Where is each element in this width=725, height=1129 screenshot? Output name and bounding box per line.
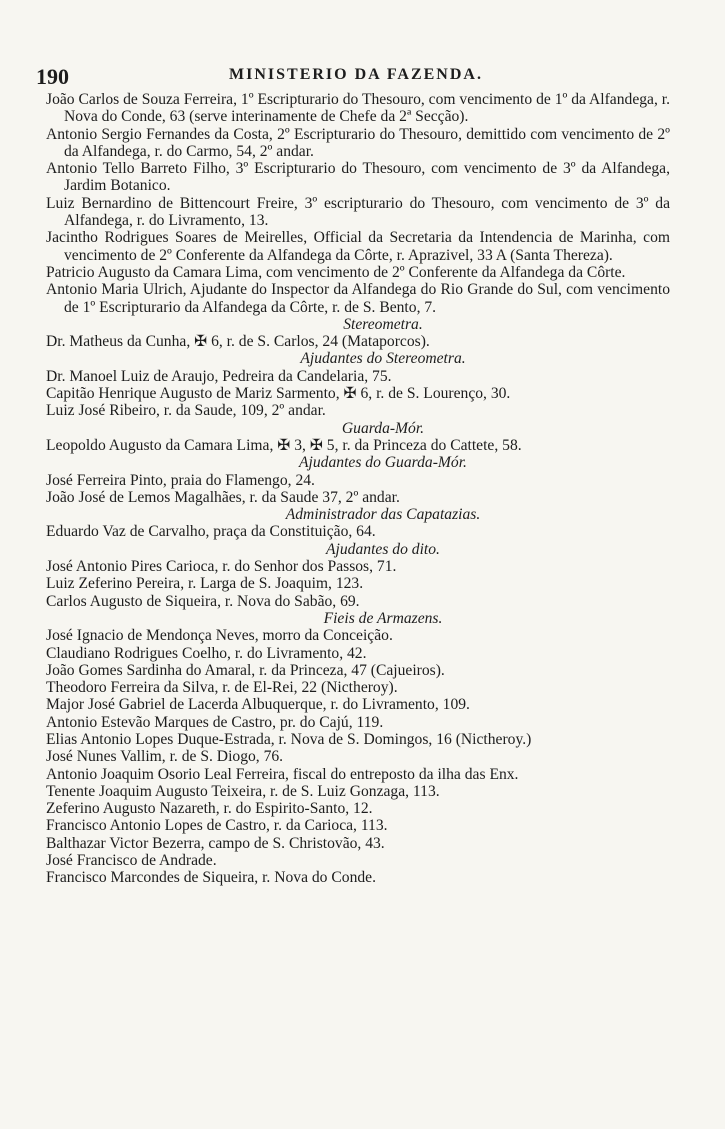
section-heading: Guarda-Mór. [341, 419, 425, 437]
section-heading: Ajudantes do Guarda-Mór. [299, 454, 467, 472]
directory-entry: Antonio Sergio Fernandes da Costa, 2º Escripturario do Thesouro, demittido com vencimento de 2º da Alfandega, r. do Carmo, 54, 2º andar. [46, 125, 670, 160]
directory-entry: José Ignacio de Mendonça Neves, morro da Conceição. [46, 627, 393, 645]
directory-entry: Carlos Augusto de Siqueira, r. Nova do Sabão, 69. [46, 592, 360, 610]
directory-entry: Dr. Manoel Luiz de Araujo, Pedreira da Candelaria, 75. [46, 367, 392, 385]
directory-entry: João Gomes Sardinha do Amaral, r. da Princeza, 47 (Cajueiros). [46, 661, 445, 679]
section-heading: Ajudantes do dito. [326, 540, 440, 558]
directory-entry: Zeferino Augusto Nazareth, r. do Espirito-Santo, 12. [46, 800, 373, 818]
directory-entry: Capitão Henrique Augusto de Mariz Sarmento, ✠ 6, r. de S. Lourenço, 30. [46, 385, 511, 403]
directory-entry: Antonio Maria Ulrich, Ajudante do Inspector da Alfandega do Rio Grande do Sul, com vencimento de 1º Escripturario da Alfandega da Côrte, r. de S. Bento, 7. [46, 281, 670, 316]
running-head: MINISTERIO DA FAZENDA. [229, 66, 483, 83]
directory-entry: Francisco Antonio Lopes de Castro, r. da Carioca, 113. [46, 817, 388, 835]
directory-entry: José Francisco de Andrade. [46, 852, 217, 870]
directory-entry: João Carlos de Souza Ferreira, 1º Escripturario do Thesouro, com vencimento de 1º da Alfandega, r. Nova do Conde, 63 (serve interinamente de Chefe da 2ª Secção). [46, 91, 670, 126]
directory-entry: Luiz Bernardino de Bittencourt Freire, 3º escripturario do Thesouro, com vencimento de 3º da Alfandega, r. do Livramento, 13. [46, 194, 670, 230]
directory-entry: Theodoro Ferreira da Silva, r. de El-Rei, 22 (Nictheroy). [46, 679, 398, 697]
directory-entry: José Ferreira Pinto, praia do Flamengo, 24. [46, 471, 315, 489]
page-number: 190 [36, 64, 69, 89]
directory-entry: Elias Antonio Lopes Duque-Estrada, r. Nova de S. Domingos, 16 (Nictheroy.) [46, 730, 532, 748]
directory-entry: Antonio Joaquim Osorio Leal Ferreira, fiscal do entreposto da ilha das Enx. [46, 765, 519, 783]
directory-entry: Claudiano Rodrigues Coelho, r. do Livramento, 42. [46, 644, 367, 662]
directory-entry: Patricio Augusto da Camara Lima, com vencimento de 2º Conferente da Alfandega da Côrte. [46, 263, 626, 281]
directory-entry: Luiz José Ribeiro, r. da Saude, 109, 2º andar. [46, 402, 326, 420]
directory-listing [46, 91, 670, 887]
section-heading: Ajudantes do Stereometra. [300, 350, 466, 368]
directory-entry: Francisco Marcondes de Siqueira, r. Nova do Conde. [46, 869, 376, 887]
section-heading: Fieis de Armazens. [323, 609, 443, 627]
directory-entry: Antonio Tello Barreto Filho, 3º Escripturario do Thesouro, com vencimento de 3º da Alfandega, Jardim Botanico. [46, 160, 670, 195]
directory-entry: José Antonio Pires Carioca, r. do Senhor dos Passos, 71. [46, 558, 397, 576]
directory-entry: Tenente Joaquim Augusto Teixeira, r. de S. Luiz Gonzaga, 113. [46, 782, 440, 800]
directory-entry: João José de Lemos Magalhães, r. da Saude 37, 2º andar. [46, 488, 400, 506]
directory-entry: Leopoldo Augusto da Camara Lima, ✠ 3, ✠ 5, r. da Princeza do Cattete, 58. [46, 436, 522, 454]
directory-entry: Antonio Estevão Marques de Castro, pr. do Cajú, 119. [46, 713, 384, 731]
section-heading: Stereometra. [343, 315, 423, 333]
directory-entry: Major José Gabriel de Lacerda Albuquerque, r. do Livramento, 109. [46, 696, 470, 714]
directory-entry: Balthazar Victor Bezerra, campo de S. Christovão, 43. [46, 834, 385, 852]
directory-entry: Luiz Zeferino Pereira, r. Larga de S. Joaquim, 123. [46, 575, 364, 593]
directory-entry: Jacintho Rodrigues Soares de Meirelles, Official da Secretaria da Intendencia de Marinha, com vencimento de 2º Conferente da Alfandega da Côrte, r. Aprazivel, 33 A (Santa Thereza). [46, 229, 670, 264]
directory-entry: José Nunes Vallim, r. de S. Diogo, 76. [46, 748, 284, 766]
section-heading: Administrador das Capatazias. [285, 506, 481, 524]
directory-entry: Dr. Matheus da Cunha, ✠ 6, r. de S. Carlos, 24 (Mataporcos). [46, 333, 430, 351]
directory-entry: Eduardo Vaz de Carvalho, praça da Constituição, 64. [46, 523, 376, 541]
page-header [36, 64, 676, 89]
